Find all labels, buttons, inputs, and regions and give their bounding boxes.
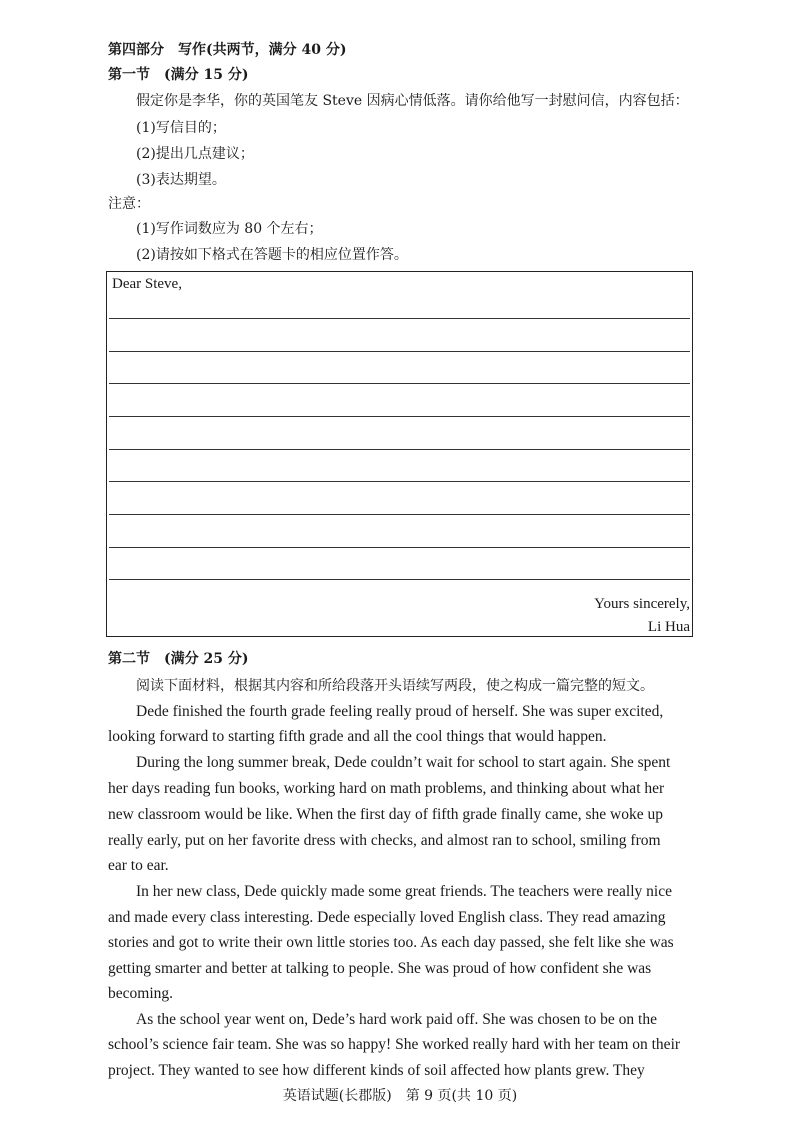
writing-prompt: 假定你是李华，你的英国笔友 Steve 因病心情低落。请你给他写一封慰问信，内容包括： — [136, 93, 689, 109]
passage-line: looking forward to starting fifth grade and all the cool things that would happen. — [108, 728, 607, 745]
prompt-item: (3)表达期望。 — [136, 172, 226, 188]
prompt-item: (2)提出几点建议； — [136, 146, 254, 162]
section1-title: 第一节 (满分 15 分) — [108, 67, 249, 83]
passage-line: really early, put on her favorite dress with checks, and almost ran to school, smiling from — [108, 832, 661, 849]
passage-line: ear to ear. — [108, 857, 169, 874]
page-footer: 英语试题(长郡版) 第 9 页(共 10 页) — [282, 1088, 518, 1104]
passage-line: becoming. — [108, 985, 173, 1002]
passage-line: school’s science fair team. She was so happy! She worked really hard with her team on their — [108, 1036, 681, 1053]
note-item: (2)请按如下格式在答题卡的相应位置作答。 — [136, 247, 408, 263]
passage-line: Dede finished the fourth grade feeling really proud of herself. She was super excited, — [136, 703, 664, 720]
passage-line: getting smarter and better at talking to people. She was proud of how confident she was — [108, 960, 652, 977]
writing-line — [109, 383, 690, 384]
letter-signature: Li Hua — [647, 619, 690, 635]
passage-line: In her new class, Dede quickly made some great friends. The teachers were really nice — [136, 883, 672, 900]
prompt-item: (1)写信目的； — [136, 120, 226, 136]
letter-closing: Yours sincerely, — [594, 596, 690, 612]
writing-line — [109, 579, 690, 580]
passage-line: As the school year went on, Dede’s hard work paid off. She was chosen to be on the — [136, 1011, 657, 1028]
passage-line: During the long summer break, Dede couldn’t wait for school to start again. She spent — [136, 754, 671, 771]
passage-line: and made every class interesting. Dede especially loved English class. They read amazing — [108, 909, 666, 926]
writing-line — [109, 481, 690, 482]
continuation-instruction: 阅读下面材料，根据其内容和所给段落开头语续写两段，使之构成一篇完整的短文。 — [136, 678, 654, 694]
section2-title: 第二节 (满分 25 分) — [108, 651, 249, 667]
passage-line: project. They wanted to see how different kinds of soil affected how plants grew. They — [108, 1062, 645, 1079]
writing-line — [109, 318, 690, 319]
writing-line — [109, 449, 690, 450]
note-item: (1)写作词数应为 80 个左右； — [136, 221, 323, 237]
writing-line — [109, 351, 690, 352]
passage-line: stories and got to write their own little stories too. As each day passed, she felt like she was — [108, 934, 674, 951]
passage-line: her days reading fun books, working hard on math problems, and thinking about what her — [108, 780, 665, 797]
passage-line: new classroom would be like. When the first day of fifth grade finally came, she woke up — [108, 806, 663, 823]
writing-line — [109, 514, 690, 515]
writing-line — [109, 416, 690, 417]
writing-line — [109, 547, 690, 548]
letter-answer-box — [106, 271, 693, 637]
note-label: 注意： — [108, 196, 150, 212]
part4-title: 第四部分 写作(共两节，满分 40 分) — [108, 42, 347, 58]
letter-greeting: Dear Steve, — [112, 276, 182, 292]
